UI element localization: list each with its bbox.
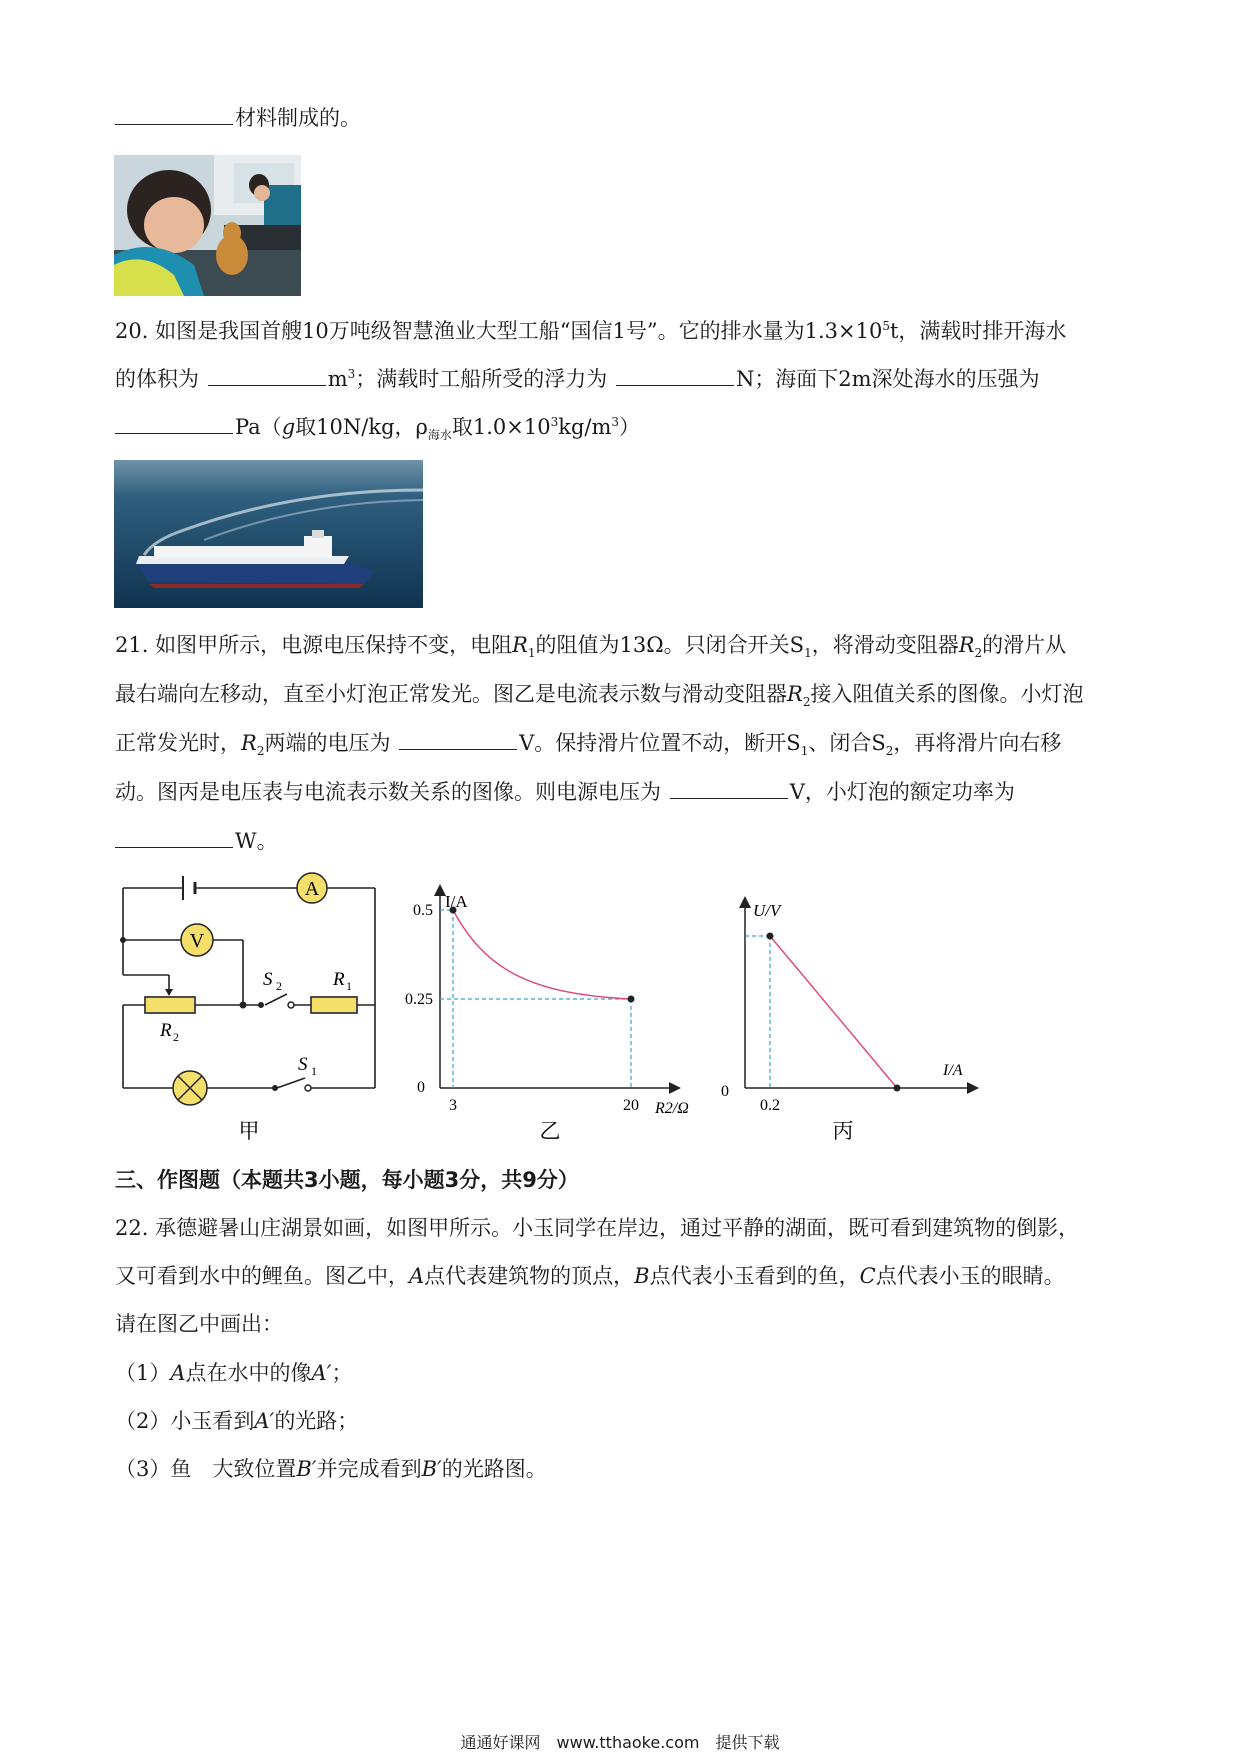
q22-item2: （2）小玉看到A′的光路；: [115, 1409, 359, 1433]
q22-item3: （3）鱼 大致位置B′并完成看到B′的光路图。: [115, 1457, 547, 1481]
svg-text:1: 1: [346, 979, 352, 993]
q21-line1: 21. 如图甲所示，电源电压保持不变，电阻$R_1$的阻值为13Ω。只闭合开关$S_1$，将滑动变阻器$R_2$的滑片从: [115, 633, 1067, 661]
figure-caption-yi: 乙: [539, 1119, 561, 1143]
figure-caption-bing: 丙: [832, 1119, 854, 1143]
circuit-diagram-jia: [115, 870, 385, 1145]
ship-photo: [114, 460, 423, 608]
q22-line2: 又可看到水中的鲤鱼。图乙中，A点代表建筑物的顶点，B点代表小玉看到的鱼，C点代表小玉的眼睛。: [115, 1264, 1065, 1288]
q19-tail-text: 材料制成的。: [235, 106, 361, 130]
footer-source: 通通好课网 www.tthaoke.com 提供下载: [460, 1733, 780, 1752]
chart-yi: [395, 870, 705, 1145]
r2-label: R: [160, 1020, 172, 1041]
svg-text:2: 2: [276, 979, 282, 993]
svg-text:1: 1: [311, 1064, 317, 1078]
voltage-line: [770, 936, 897, 1088]
x-axis-label: R2/Ω: [655, 1100, 689, 1117]
y-tick-label: 0.5: [413, 902, 433, 919]
q22-line3: 请在图乙中画出：: [115, 1312, 283, 1336]
answer-blank-pressure[interactable]: [115, 413, 233, 434]
figure-caption-jia: 甲: [238, 1119, 260, 1143]
data-point: [767, 933, 774, 940]
y-tick-label: 0.25: [405, 991, 433, 1008]
x-axis-label: I/A: [943, 1062, 963, 1079]
y-axis-label: I/A: [445, 892, 468, 911]
ammeter-label: A: [304, 878, 320, 900]
answer-blank-volume[interactable]: [208, 365, 326, 386]
current-curve: [453, 910, 631, 999]
q20-line1: 20. 如图是我国首艘10万吨级智慧渔业大型工船“国信1号”。它的排水量为$1.3\times 10^5t$，满载时排开海水: [115, 319, 1067, 343]
q22-item1: （1）A点在水中的像A′；: [115, 1361, 353, 1385]
x-tick-label: 0.2: [760, 1097, 780, 1114]
chart-bing: [715, 880, 985, 1145]
q21-line3: 正常发光时，$R_2$两端的电压为 V。保持滑片位置不动，断开$S_1$、闭合$S_2$，再将滑片向右移: [115, 731, 1062, 759]
voltmeter-label: V: [189, 930, 205, 952]
section3-heading: 三、作图题（本题共3小题，每小题3分，共9分）: [115, 1168, 579, 1192]
q19-tail-line: [115, 103, 361, 133]
x-tick-label: 20: [623, 1097, 639, 1114]
data-point: [628, 996, 635, 1003]
student-craft-photo: [114, 155, 301, 296]
data-point: [894, 1085, 901, 1092]
q22-line1: 22. 承德避暑山庄湖景如画，如图甲所示。小玉同学在岸边，通过平静的湖面，既可看到建筑物的倒影，: [115, 1216, 1080, 1240]
answer-blank[interactable]: [115, 104, 233, 125]
svg-text:2: 2: [173, 1030, 179, 1044]
answer-blank-rated-power[interactable]: [115, 827, 233, 848]
y-axis-label: U/V: [753, 901, 781, 920]
x-tick-label: 3: [449, 1097, 457, 1114]
q21-line2: 最右端向左移动，直至小灯泡正常发光。图乙是电流表示数与滑动变阻器$R_2$接入阻值关系的图像。小灯泡: [115, 682, 1084, 710]
s1-label: S: [298, 1054, 308, 1075]
s2-label: S: [263, 969, 273, 990]
answer-blank-source-voltage[interactable]: [670, 778, 788, 799]
origin-label: 0: [721, 1083, 729, 1100]
q21-line4: 动。图丙是电压表与电流表示数关系的图像。则电源电压为 V，小灯泡的额定功率为: [115, 780, 1015, 804]
answer-blank-buoyancy[interactable]: [616, 365, 734, 386]
origin-label: 0: [417, 1079, 425, 1096]
q21-line5: W。: [115, 826, 278, 856]
answer-blank-r2-voltage[interactable]: [399, 729, 517, 750]
q20-line2: 的体积为 $m^3$；满载时工船所受的浮力为 N；海面下2m深处海水的压强为: [115, 367, 1040, 391]
q20-line3: Pa（g取10N/kg，$\rho_{海水}$取$1.0\times 10^3kg/m^3$）: [115, 412, 640, 442]
r1-label: R: [333, 969, 345, 990]
